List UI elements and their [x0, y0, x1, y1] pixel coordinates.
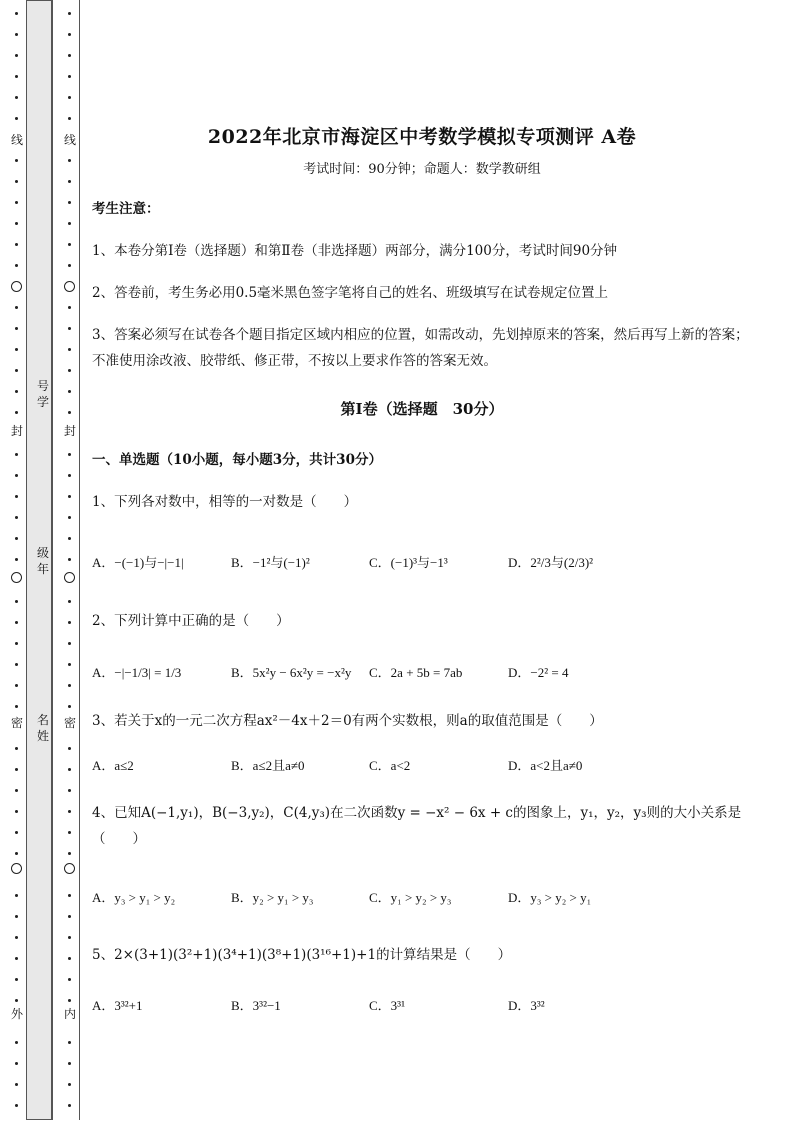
- binding-dot: [15, 117, 18, 120]
- binding-dot: [68, 789, 71, 792]
- notice-item-1: 1、本卷分第I卷（选择题）和第Ⅱ卷（非选择题）两部分，满分100分，考试时间90分钟: [92, 243, 618, 259]
- binding-dot: [68, 180, 71, 183]
- binding-dot: [68, 33, 71, 36]
- binding-dot: [68, 495, 71, 498]
- binding-dot: [15, 516, 18, 519]
- notice-heading: 考生注意：: [92, 201, 160, 217]
- binding-dot: [15, 390, 18, 393]
- right-dot-line: [62, 0, 76, 1123]
- binding-dot: [15, 264, 18, 267]
- binding-dot: [68, 810, 71, 813]
- q1-option-b[interactable]: B．−1²与(−1)²: [231, 555, 310, 570]
- binding-dot: [68, 264, 71, 267]
- binding-dot: [68, 558, 71, 561]
- binding-dot: [15, 75, 18, 78]
- left-mark-xian: 线: [10, 133, 23, 147]
- binding-dot: [15, 201, 18, 204]
- binding-dot: [15, 495, 18, 498]
- notice-item-2: 2、答卷前，考生务必用0.5毫米黑色签字笔将自己的姓名、班级填写在试卷规定位置上: [92, 285, 609, 301]
- question-2-stem: 2、下列计算中正确的是（ ）: [92, 613, 290, 629]
- binding-dot: [15, 12, 18, 15]
- binding-dot: [15, 558, 18, 561]
- strip-border: [52, 0, 53, 1120]
- question-4-stem: 4、已知A(−1,y₁)，B(−3,y₂)，C(4,y₃)在二次函数y = −x² − 6x + c的图象上，y₁，y₂，y₃则的大小关系是（ ）: [92, 805, 742, 847]
- binding-dot: [15, 621, 18, 624]
- binding-dot: [15, 705, 18, 708]
- right-circle: [64, 863, 75, 874]
- binding-dot: [15, 663, 18, 666]
- binding-dot: [68, 516, 71, 519]
- binding-dot: [68, 705, 71, 708]
- binding-dot: [68, 222, 71, 225]
- binding-dot: [15, 684, 18, 687]
- binding-dot: [15, 453, 18, 456]
- right-mark-xian: 线: [63, 133, 76, 147]
- q2-option-d[interactable]: D．−2² = 4: [508, 665, 569, 680]
- binding-dot: [68, 411, 71, 414]
- binding-dot: [15, 957, 18, 960]
- binding-dot: [15, 222, 18, 225]
- binding-dot: [68, 1062, 71, 1065]
- binding-dot: [15, 810, 18, 813]
- binding-dot: [68, 852, 71, 855]
- question-1-stem: 1、下列各对数中，相等的一对数是（ ）: [92, 494, 358, 510]
- binding-dot: [68, 621, 71, 624]
- part-heading: 一、单选题（10小题，每小题3分，共计30分）: [92, 452, 382, 468]
- binding-dot: [15, 159, 18, 162]
- binding-dot: [68, 768, 71, 771]
- left-mark-feng: 封: [10, 424, 23, 438]
- binding-dot: [68, 348, 71, 351]
- binding-dot: [68, 894, 71, 897]
- binding-dot: [68, 747, 71, 750]
- binding-dot: [68, 453, 71, 456]
- binding-dot: [68, 831, 71, 834]
- binding-dot: [15, 1041, 18, 1044]
- right-mark-nei: 内: [63, 1007, 76, 1021]
- binding-dot: [68, 1104, 71, 1107]
- binding-dot: [15, 1083, 18, 1086]
- q1-option-d[interactable]: D．2²/3与(2/3)²: [508, 555, 594, 570]
- binding-dot: [68, 642, 71, 645]
- binding-dot: [15, 180, 18, 183]
- binding-dot: [68, 999, 71, 1002]
- left-circle: [11, 572, 22, 583]
- binding-dot: [15, 831, 18, 834]
- q2-option-c[interactable]: C．2a + 5b = 7ab: [369, 665, 463, 680]
- binding-dot: [15, 537, 18, 540]
- binding-dot: [68, 54, 71, 57]
- q3-option-a[interactable]: A．a≤2: [92, 758, 134, 773]
- binding-dot: [15, 978, 18, 981]
- binding-dot: [15, 747, 18, 750]
- binding-dot: [68, 75, 71, 78]
- binding-dot: [68, 327, 71, 330]
- binding-dot: [15, 474, 18, 477]
- binding-dot: [15, 852, 18, 855]
- binding-dot: [15, 1062, 18, 1065]
- q1-option-a[interactable]: A．−(−1)与−|−1|: [92, 555, 184, 570]
- binding-dot: [15, 33, 18, 36]
- binding-dot: [15, 999, 18, 1002]
- binding-dot: [68, 390, 71, 393]
- binding-dot: [68, 684, 71, 687]
- right-mark-feng: 封: [63, 424, 76, 438]
- binding-dot: [15, 768, 18, 771]
- q4-option-c[interactable]: C．y₁ > y₂ > y₃: [369, 890, 452, 905]
- notice-item-3: 3、答案必须写在试卷各个题目指定区域内相应的位置，如需改动，先划掉原来的答案，然后再写上新的答案；不准使用涂改液、胶带纸、修正带，不按以上要求作答的答案无效。: [92, 327, 749, 369]
- q5-option-c[interactable]: C．3³¹: [369, 998, 405, 1013]
- section-title: 第I卷（选择题 30分）: [340, 400, 504, 418]
- question-3-stem: 3、若关于x的一元二次方程ax²－4x＋2＝0有两个实数根，则a的取值范围是（ ）: [92, 713, 603, 729]
- binding-dot: [15, 894, 18, 897]
- strip-border-right: [79, 0, 80, 1120]
- binding-dot: [15, 600, 18, 603]
- binding-dot: [68, 1041, 71, 1044]
- left-circle: [11, 863, 22, 874]
- q2-option-a[interactable]: A．−|−1/3| = 1/3: [92, 665, 182, 680]
- q4-option-b[interactable]: B．y₂ > y₁ > y₃: [231, 890, 314, 905]
- q1-option-c[interactable]: C．(−1)³与−1³: [369, 555, 448, 570]
- binding-dot: [15, 348, 18, 351]
- binding-dot: [15, 243, 18, 246]
- q4-option-a[interactable]: A．y₃ > y₁ > y₂: [92, 890, 176, 905]
- binding-dot: [15, 96, 18, 99]
- label-student-id: 号学: [36, 379, 49, 409]
- binding-dot: [68, 915, 71, 918]
- exam-info: 考试时间：90分钟；命题人：数学教研组: [303, 162, 541, 177]
- binding-dot: [68, 1083, 71, 1086]
- binding-dot: [68, 600, 71, 603]
- q5-option-a[interactable]: A．3³²+1: [92, 998, 143, 1013]
- left-mark-wai: 外: [10, 1007, 23, 1021]
- right-circle: [64, 281, 75, 292]
- q2-option-b[interactable]: B．5x²y − 6x²y = −x²y: [231, 665, 352, 680]
- binding-dot: [68, 201, 71, 204]
- binding-dot: [15, 936, 18, 939]
- binding-dot: [15, 1104, 18, 1107]
- binding-dot: [68, 96, 71, 99]
- binding-dot: [68, 12, 71, 15]
- binding-dot: [68, 243, 71, 246]
- q5-option-b[interactable]: B．3³²−1: [231, 998, 281, 1013]
- q5-option-d[interactable]: D．3³²: [508, 998, 545, 1013]
- binding-dot: [68, 663, 71, 666]
- left-dot-line: [9, 0, 23, 1123]
- left-circle: [11, 281, 22, 292]
- binding-dot: [68, 159, 71, 162]
- label-grade: 级年: [36, 546, 49, 576]
- binding-dot: [15, 54, 18, 57]
- right-mark-mi: 密: [63, 716, 76, 730]
- binding-dot: [15, 369, 18, 372]
- binding-dot: [15, 789, 18, 792]
- binding-dot: [68, 474, 71, 477]
- binding-dot: [15, 327, 18, 330]
- binding-dot: [68, 957, 71, 960]
- binding-dot: [68, 369, 71, 372]
- question-5-stem: 5、2×(3+1)(3²+1)(3⁴+1)(3⁸+1)(3¹⁶+1)+1的计算结果是（ ）: [92, 947, 512, 963]
- binding-dot: [68, 537, 71, 540]
- binding-dot: [15, 306, 18, 309]
- q4-option-d[interactable]: D．y₃ > y₂ > y₁: [508, 890, 592, 905]
- label-name: 名姓: [36, 713, 49, 743]
- binding-dot: [15, 411, 18, 414]
- q3-option-d[interactable]: D．a<2且a≠0: [508, 758, 583, 773]
- left-mark-mi: 密: [10, 716, 23, 730]
- right-circle: [64, 572, 75, 583]
- binding-dot: [68, 936, 71, 939]
- binding-dot: [68, 978, 71, 981]
- binding-dot: [68, 306, 71, 309]
- binding-dot: [68, 117, 71, 120]
- q3-option-b[interactable]: B．a≤2且a≠0: [231, 758, 305, 773]
- binding-dot: [15, 915, 18, 918]
- q3-option-c[interactable]: C．a<2: [369, 758, 411, 773]
- binding-dot: [15, 642, 18, 645]
- page-title: 2022年北京市海淀区中考数学模拟专项测评 A卷: [207, 126, 637, 148]
